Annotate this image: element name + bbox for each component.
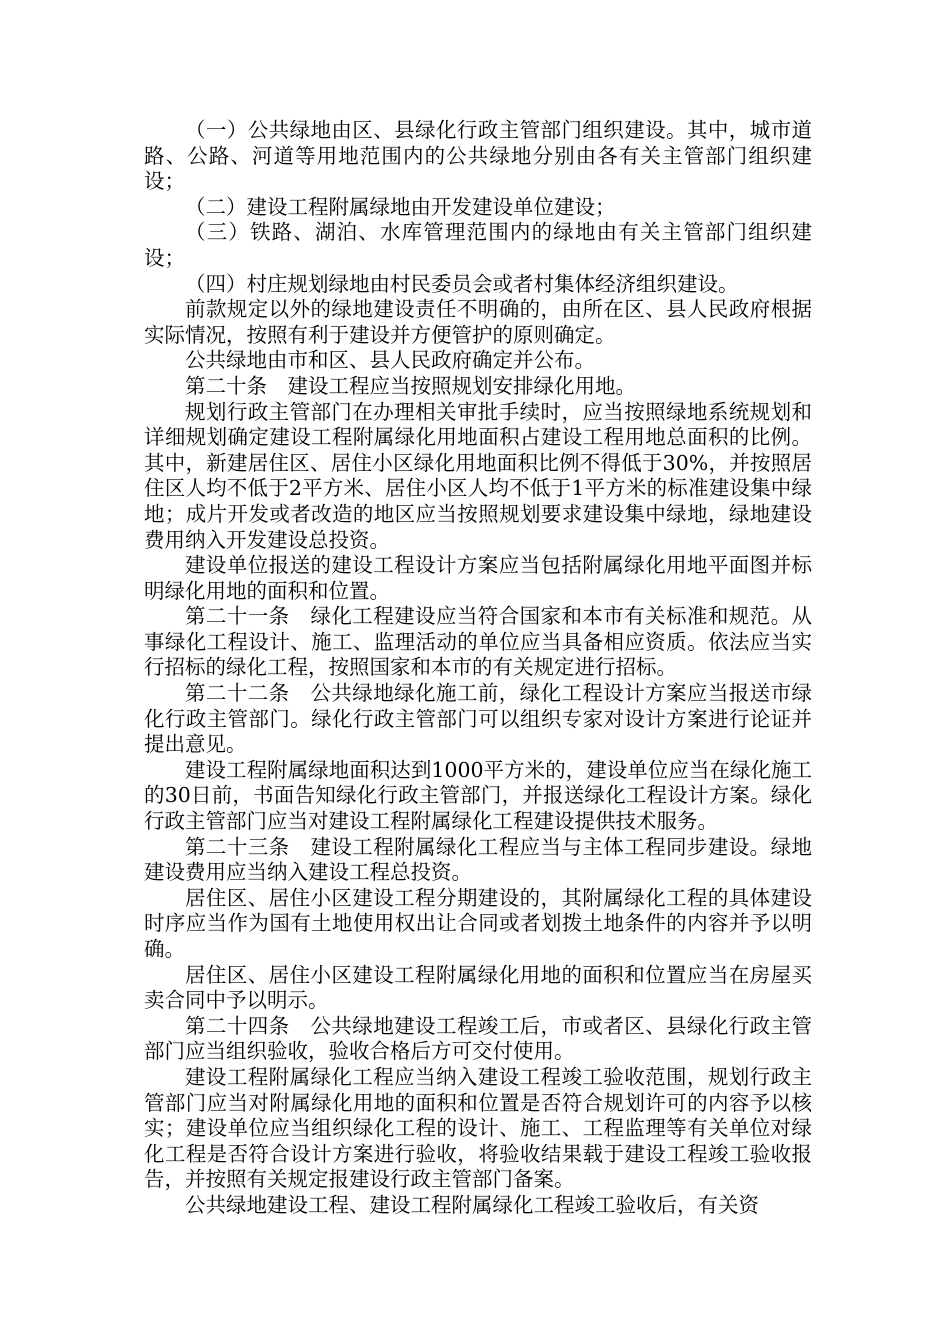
paragraph-body: 建设单位报送的建设工程设计方案应当包括附属绿化用地平面图并标明绿化用地的面积和位置。 bbox=[144, 553, 812, 603]
paragraph-body: 建设工程附属绿化工程应当纳入建设工程竣工验收范围，规划行政主管部门应当对附属绿化用地的面积和位置是否符合规划许可的内容予以核实；建设单位应当组织绿化工程的设计、施工、工程监理等有关单位对绿化工程是否符合设计方案进行验收，将验收结果载于建设工程竣工验收报告，并按照有关规定报建设行政主管部门备案。 bbox=[144, 1064, 812, 1192]
paragraph-item-4: （四）村庄规划绿地由村民委员会或者村集体经济组织建设。 bbox=[185, 271, 739, 296]
article-20-heading: 第二十条 建设工程应当按照规划安排绿化用地。 bbox=[185, 373, 636, 398]
paragraph-body: 规划行政主管部门在办理相关审批手续时，应当按照绿地系统规划和详细规划确定建设工程附属绿化用地面积占建设工程用地总面积的比例。其中，新建居住区、居住小区绿化用地面积比例不得低于30%，并按照居住区人均不低于2平方米、居住小区人均不低于1平方米的标准建设集中绿地；成片开发或者改造的地区应当按照规划要求建设集中绿地，绿地建设费用纳入开发建设总投资。 bbox=[144, 399, 812, 552]
paragraph-item-1: （一）公共绿地由区、县绿化行政主管部门组织建设。其中，城市道路、公路、河道等用地范围内的公共绿地分别由各有关主管部门组织建设； bbox=[144, 118, 812, 194]
article-21: 第二十一条 绿化工程建设应当符合国家和本市有关标准和规范。从事绿化工程设计、施工、监理活动的单位应当具备相应资质。依法应当实行招标的绿化工程，按照国家和本市的有关规定进行招标。 bbox=[144, 604, 812, 680]
paragraph-body: 居住区、居住小区建设工程附属绿化用地的面积和位置应当在房屋买卖合同中予以明示。 bbox=[144, 962, 812, 1013]
paragraph-body: 居住区、居住小区建设工程分期建设的，其附属绿化工程的具体建设时序应当作为国有土地使用权出让合同或者划拨土地条件的内容并予以明确。 bbox=[144, 885, 812, 961]
paragraph-item-3: （三）铁路、湖泊、水库管理范围内的绿地由有关主管部门组织建设； bbox=[144, 220, 812, 270]
article-23: 第二十三条 建设工程附属绿化工程应当与主体工程同步建设。绿地建设费用应当纳入建设工程总投资。 bbox=[144, 834, 812, 885]
paragraph-body: 前款规定以外的绿地建设责任不明确的，由所在区、县人民政府根据实际情况，按照有利于建设并方便管护的原则确定。 bbox=[144, 297, 812, 347]
document-page bbox=[144, 118, 812, 1219]
paragraph-body: 公共绿地由市和区、县人民政府确定并公布。 bbox=[185, 348, 595, 373]
paragraph-item-2: （二）建设工程附属绿地由开发建设单位建设； bbox=[185, 194, 616, 219]
paragraph-body: 建设工程附属绿地面积达到1000平方米的，建设单位应当在绿化施工的30日前，书面告知绿化行政主管部门，并报送绿化工程设计方案。绿化行政主管部门应当对建设工程附属绿化工程建设提供技术服务。 bbox=[144, 757, 812, 834]
article-22: 第二十二条 公共绿地绿化施工前，绿化工程设计方案应当报送市绿化行政主管部门。绿化行政主管部门可以组织专家对设计方案进行论证并提出意见。 bbox=[144, 681, 812, 757]
article-24: 第二十四条 公共绿地建设工程竣工后，市或者区、县绿化行政主管部门应当组织验收，验收合格后方可交付使用。 bbox=[144, 1013, 812, 1064]
paragraph-body-truncated: 公共绿地建设工程、建设工程附属绿化工程竣工验收后，有关资 bbox=[185, 1192, 759, 1217]
